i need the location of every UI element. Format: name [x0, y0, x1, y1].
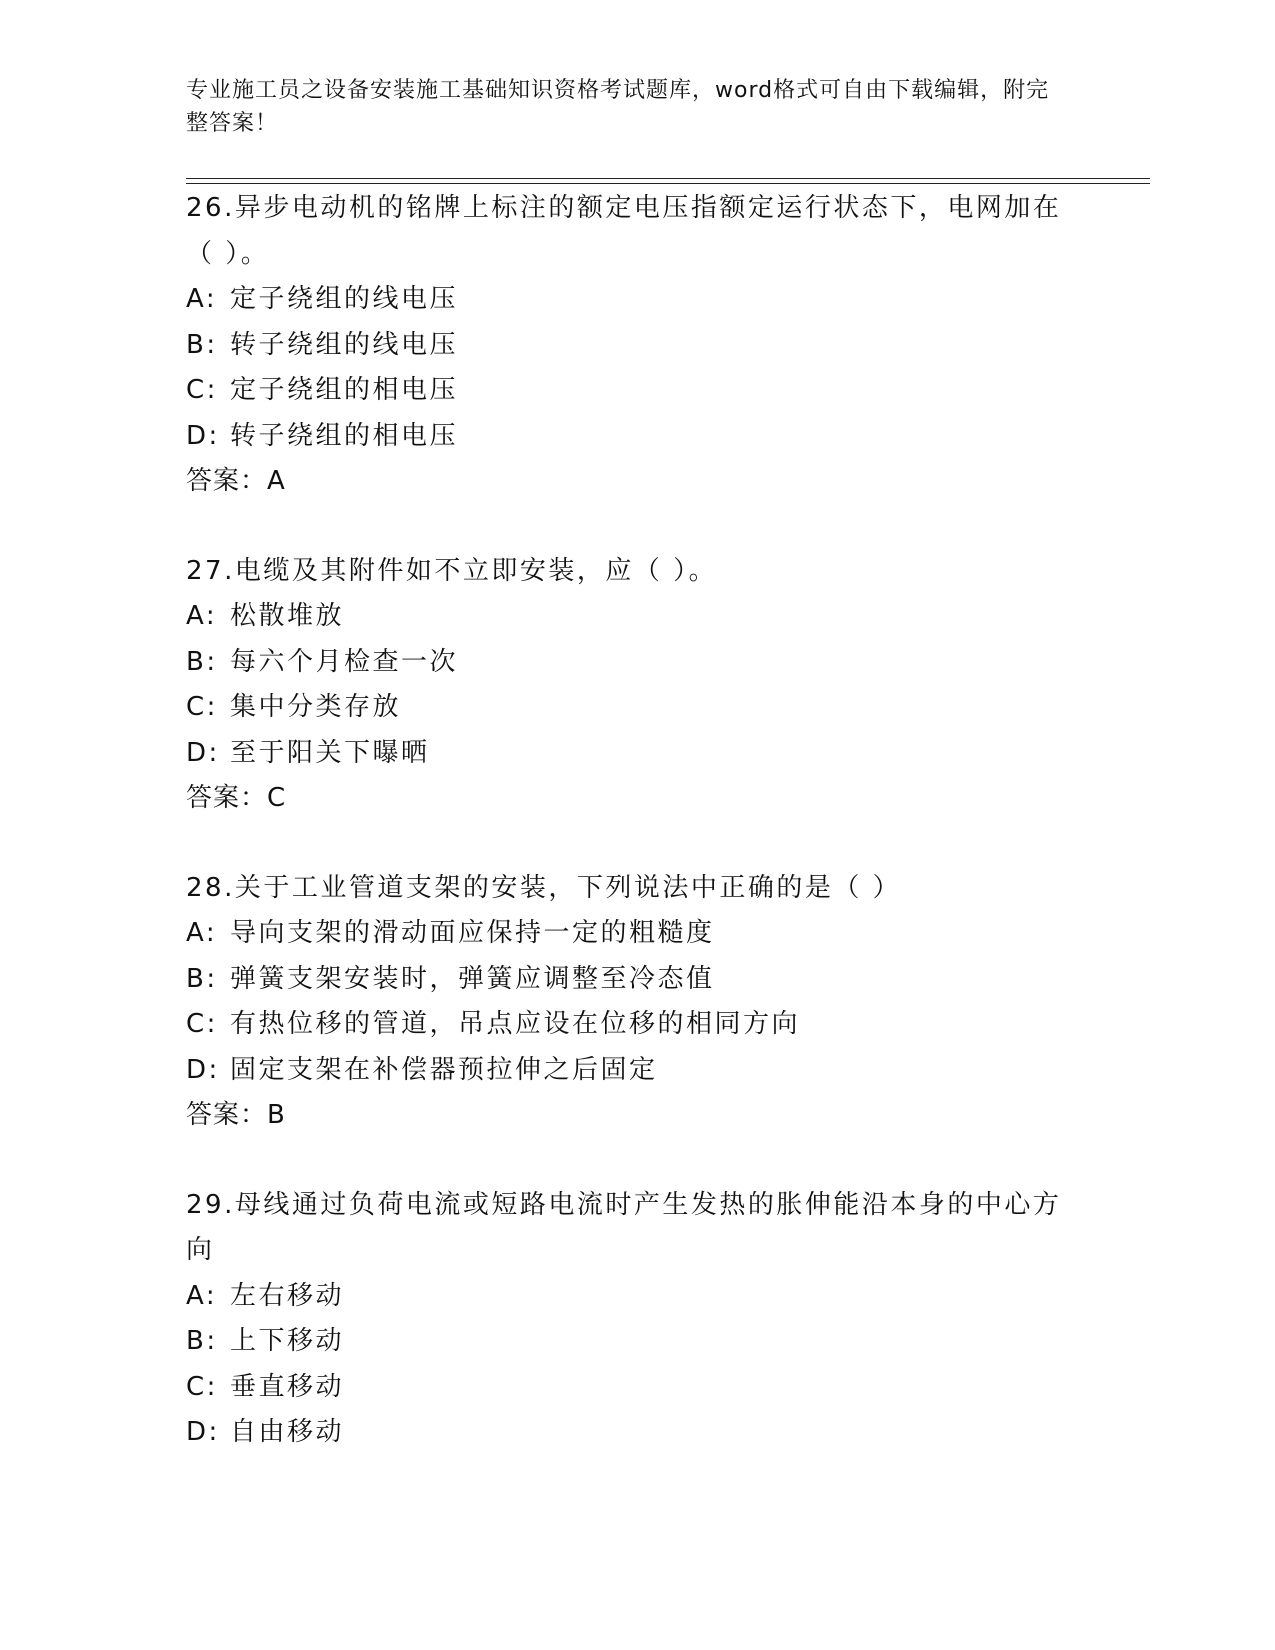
option-text: 上下移动	[230, 1326, 345, 1356]
option-text: 转子绕组的相电压	[230, 420, 459, 451]
option-letter: D:	[186, 420, 220, 451]
option-letter: C:	[186, 692, 218, 722]
option-a	[186, 277, 1086, 323]
question-29	[186, 1183, 1086, 1456]
question-stem: 26.异步电动机的铭牌上标注的额定电压指额定运行状态下，电网加在（ ）。	[186, 193, 1062, 269]
option-text: 集中分类存放	[230, 692, 402, 722]
option-text: 垂直移动	[230, 1371, 345, 1402]
option-a	[186, 594, 1086, 640]
option-c	[186, 1365, 1086, 1411]
header-divider-bottom	[186, 183, 1150, 184]
option-d	[186, 1410, 1086, 1456]
option-b	[186, 323, 1086, 369]
option-letter: A:	[186, 601, 218, 631]
option-letter: A:	[186, 284, 218, 314]
question-stem: 29.母线通过负荷电流或短路电流时产生发热的胀伸能沿本身的中心方向	[186, 1189, 1062, 1265]
question-27	[186, 549, 1086, 822]
option-text: 转子绕组的线电压	[230, 329, 459, 360]
option-text: 左右移动	[230, 1280, 345, 1311]
option-letter: C:	[186, 1371, 218, 1402]
option-c	[186, 368, 1086, 414]
question-stem: 27.电缆及其附件如不立即安装，应（ ）。	[186, 555, 718, 586]
option-letter: A:	[186, 918, 218, 948]
question-stem: 28.关于工业管道支架的安装，下列说法中正确的是（ ）	[186, 872, 902, 903]
answer-line: 答案：A	[186, 466, 286, 496]
option-letter: B:	[186, 1326, 218, 1356]
option-d	[186, 1048, 1086, 1094]
option-letter: D:	[186, 1417, 220, 1447]
option-c	[186, 1002, 1086, 1048]
option-letter: D:	[186, 1054, 220, 1085]
option-d	[186, 731, 1086, 777]
option-letter: C:	[186, 1009, 218, 1039]
option-b	[186, 1319, 1086, 1365]
answer-line: 答案：C	[186, 783, 287, 813]
option-letter: B:	[186, 963, 218, 994]
option-text: 有热位移的管道，吊点应设在位移的相同方向	[230, 1009, 801, 1039]
answer-line: 答案：B	[186, 1100, 286, 1130]
option-letter: B:	[186, 646, 218, 677]
option-letter: D:	[186, 737, 220, 768]
option-text: 定子绕组的线电压	[230, 284, 459, 314]
option-text: 定子绕组的相电压	[230, 375, 459, 405]
option-letter: B:	[186, 329, 218, 360]
question-28	[186, 866, 1086, 1139]
option-text: 每六个月检查一次	[230, 646, 459, 677]
question-list	[186, 186, 1086, 1500]
option-c	[186, 685, 1086, 731]
option-text: 至于阳关下曝晒	[230, 737, 430, 768]
question-26	[186, 186, 1086, 505]
document-header: 专业施工员之设备安装施工基础知识资格考试题库，word格式可自由下载编辑，附完整答案！	[186, 78, 1050, 136]
option-letter: C:	[186, 375, 218, 405]
option-text: 导向支架的滑动面应保持一定的粗糙度	[230, 918, 715, 948]
option-text: 自由移动	[230, 1417, 345, 1447]
option-b	[186, 957, 1086, 1003]
header-divider-top	[186, 178, 1150, 179]
option-d	[186, 414, 1086, 460]
option-letter: A:	[186, 1280, 218, 1311]
option-a	[186, 911, 1086, 957]
option-b	[186, 640, 1086, 686]
option-a	[186, 1274, 1086, 1320]
option-text: 固定支架在补偿器预拉伸之后固定	[230, 1054, 658, 1085]
option-text: 松散堆放	[230, 601, 345, 631]
option-text: 弹簧支架安装时，弹簧应调整至冷态值	[230, 963, 715, 994]
